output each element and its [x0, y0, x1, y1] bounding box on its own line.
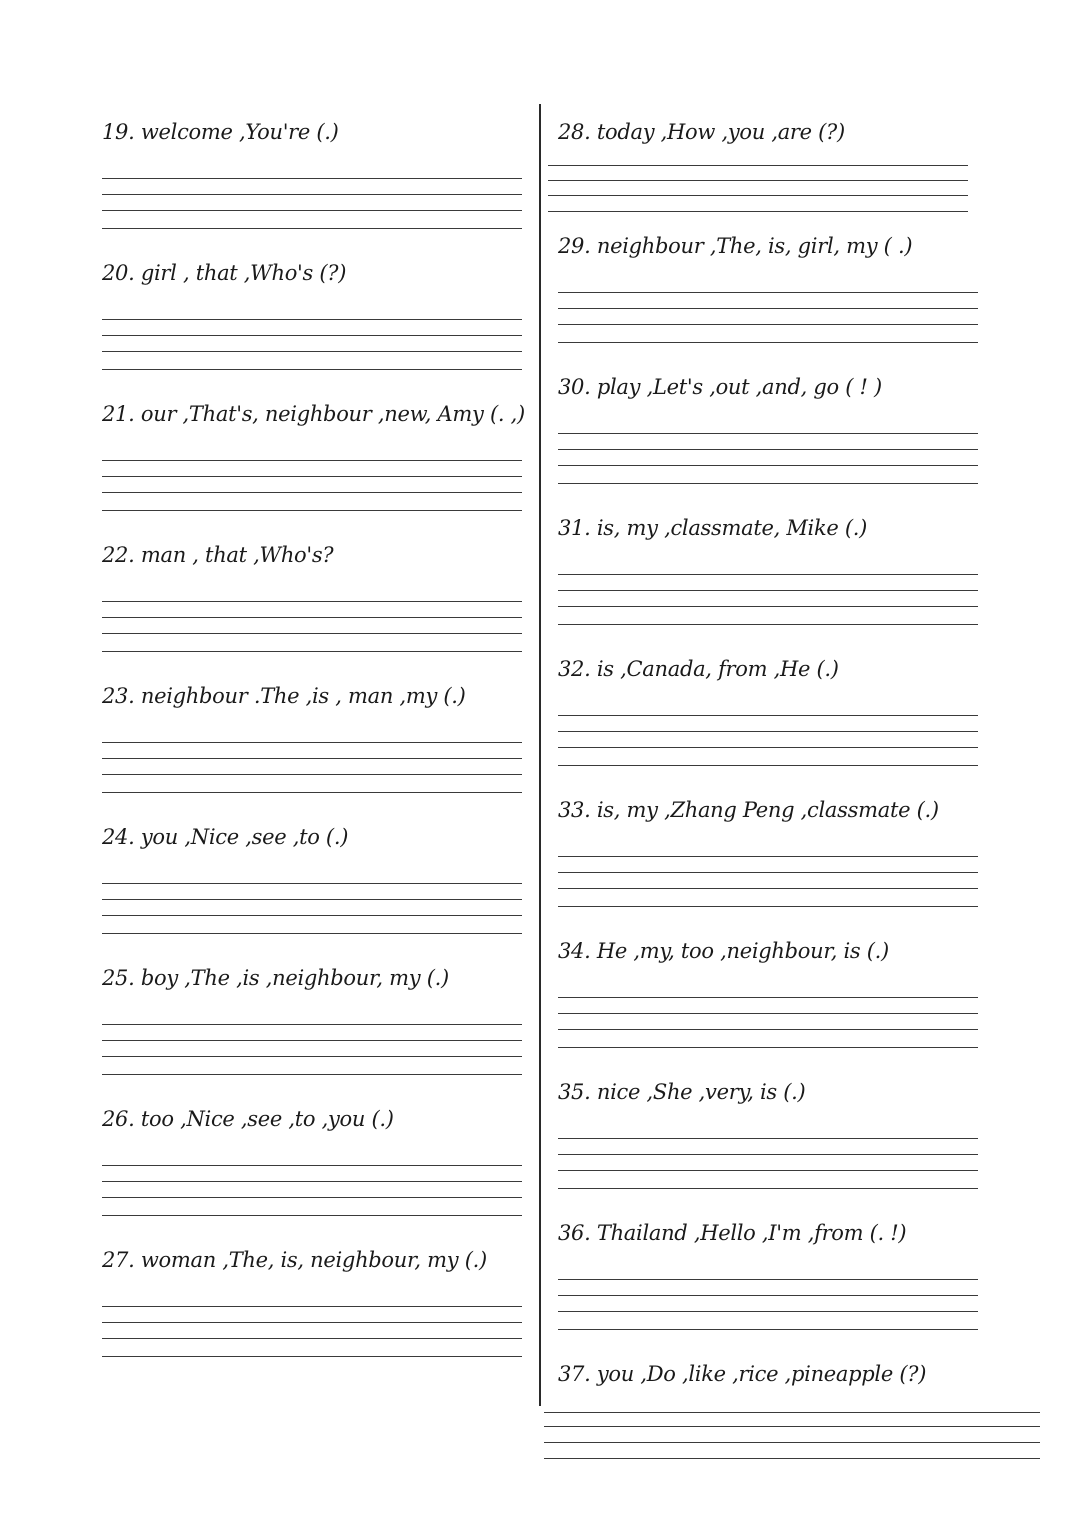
writing-line	[558, 997, 978, 998]
writing-line	[102, 915, 522, 916]
question-prompt: 24. you ,Nice ,see ,to (.)	[102, 825, 349, 849]
writing-line	[558, 324, 978, 325]
writing-line	[558, 308, 978, 309]
writing-line	[558, 1170, 978, 1171]
writing-line	[102, 1074, 522, 1075]
writing-line	[558, 872, 978, 873]
writing-line	[102, 194, 522, 195]
writing-line	[102, 1306, 522, 1307]
writing-line	[102, 933, 522, 934]
writing-line	[102, 492, 522, 493]
writing-line	[102, 1322, 522, 1323]
writing-line	[558, 1138, 978, 1139]
writing-line	[558, 433, 978, 434]
writing-line	[558, 1279, 978, 1280]
question-prompt: 26. too ,Nice ,see ,to ,you (.)	[102, 1107, 394, 1131]
writing-line	[544, 1426, 1040, 1427]
writing-line	[102, 742, 522, 743]
writing-line	[558, 906, 978, 907]
writing-line	[558, 747, 978, 748]
writing-line	[102, 1056, 522, 1057]
question-prompt: 36. Thailand ,Hello ,I'm ,from (. !)	[558, 1221, 907, 1245]
writing-line	[558, 590, 978, 591]
writing-line	[102, 1181, 522, 1182]
writing-line	[102, 1165, 522, 1166]
question-prompt: 19. welcome ,You're (.)	[102, 120, 339, 144]
writing-line	[558, 1188, 978, 1189]
writing-line	[102, 335, 522, 336]
writing-line	[558, 449, 978, 450]
writing-line	[558, 1047, 978, 1048]
question-prompt: 32. is ,Canada, from ,He (.)	[558, 657, 839, 681]
writing-line	[544, 1442, 1040, 1443]
writing-line	[558, 483, 978, 484]
writing-line	[102, 899, 522, 900]
writing-line	[558, 1329, 978, 1330]
question-prompt: 35. nice ,She ,very, is (.)	[558, 1080, 806, 1104]
question-prompt: 30. play ,Let's ,out ,and, go ( ! )	[558, 375, 882, 399]
writing-line	[558, 1029, 978, 1030]
writing-line	[102, 1338, 522, 1339]
question-prompt: 34. He ,my, too ,neighbour, is (.)	[558, 939, 889, 963]
writing-line	[558, 292, 978, 293]
writing-line	[102, 351, 522, 352]
writing-line	[102, 228, 522, 229]
writing-line	[102, 774, 522, 775]
question-prompt: 27. woman ,The, is, neighbour, my (.)	[102, 1248, 487, 1272]
writing-line	[102, 460, 522, 461]
writing-line	[102, 178, 522, 179]
writing-line	[558, 1311, 978, 1312]
writing-line	[102, 601, 522, 602]
writing-line	[548, 195, 968, 196]
writing-line	[558, 606, 978, 607]
writing-line	[102, 792, 522, 793]
question-prompt: 21. our ,That's, neighbour ,new, Amy (. ,)	[102, 402, 525, 426]
writing-line	[102, 476, 522, 477]
writing-line	[558, 1295, 978, 1296]
writing-line	[558, 624, 978, 625]
writing-line	[558, 856, 978, 857]
writing-line	[558, 715, 978, 716]
writing-line	[102, 319, 522, 320]
writing-line	[102, 210, 522, 211]
writing-line	[558, 765, 978, 766]
question-prompt: 29. neighbour ,The, is, girl, my ( .)	[558, 234, 913, 258]
writing-line	[558, 1154, 978, 1155]
writing-line	[102, 369, 522, 370]
question-prompt: 20. girl , that ,Who's (?)	[102, 261, 347, 285]
writing-line	[102, 1356, 522, 1357]
writing-line	[558, 465, 978, 466]
question-prompt: 28. today ,How ,you ,are (?)	[558, 120, 845, 144]
writing-line	[102, 1215, 522, 1216]
writing-line	[102, 1040, 522, 1041]
column-divider	[539, 104, 541, 1406]
writing-line	[102, 1024, 522, 1025]
writing-line	[558, 888, 978, 889]
writing-line	[548, 211, 968, 212]
writing-line	[102, 651, 522, 652]
writing-line	[544, 1412, 1040, 1413]
writing-line	[544, 1458, 1040, 1459]
writing-line	[558, 342, 978, 343]
writing-line	[558, 1013, 978, 1014]
writing-line	[102, 1197, 522, 1198]
question-prompt: 22. man , that ,Who's?	[102, 543, 334, 567]
writing-line	[548, 180, 968, 181]
writing-line	[558, 731, 978, 732]
writing-line	[102, 510, 522, 511]
question-prompt: 37. you ,Do ,like ,rice ,pineapple (?)	[558, 1362, 927, 1386]
writing-line	[102, 883, 522, 884]
writing-line	[102, 617, 522, 618]
writing-line	[102, 633, 522, 634]
question-prompt: 33. is, my ,Zhang Peng ,classmate (.)	[558, 798, 939, 822]
writing-line	[102, 758, 522, 759]
question-prompt: 31. is, my ,classmate, Mike (.)	[558, 516, 868, 540]
question-prompt: 25. boy ,The ,is ,neighbour, my (.)	[102, 966, 449, 990]
writing-line	[558, 574, 978, 575]
writing-line	[548, 165, 968, 166]
question-prompt: 23. neighbour .The ,is , man ,my (.)	[102, 684, 466, 708]
